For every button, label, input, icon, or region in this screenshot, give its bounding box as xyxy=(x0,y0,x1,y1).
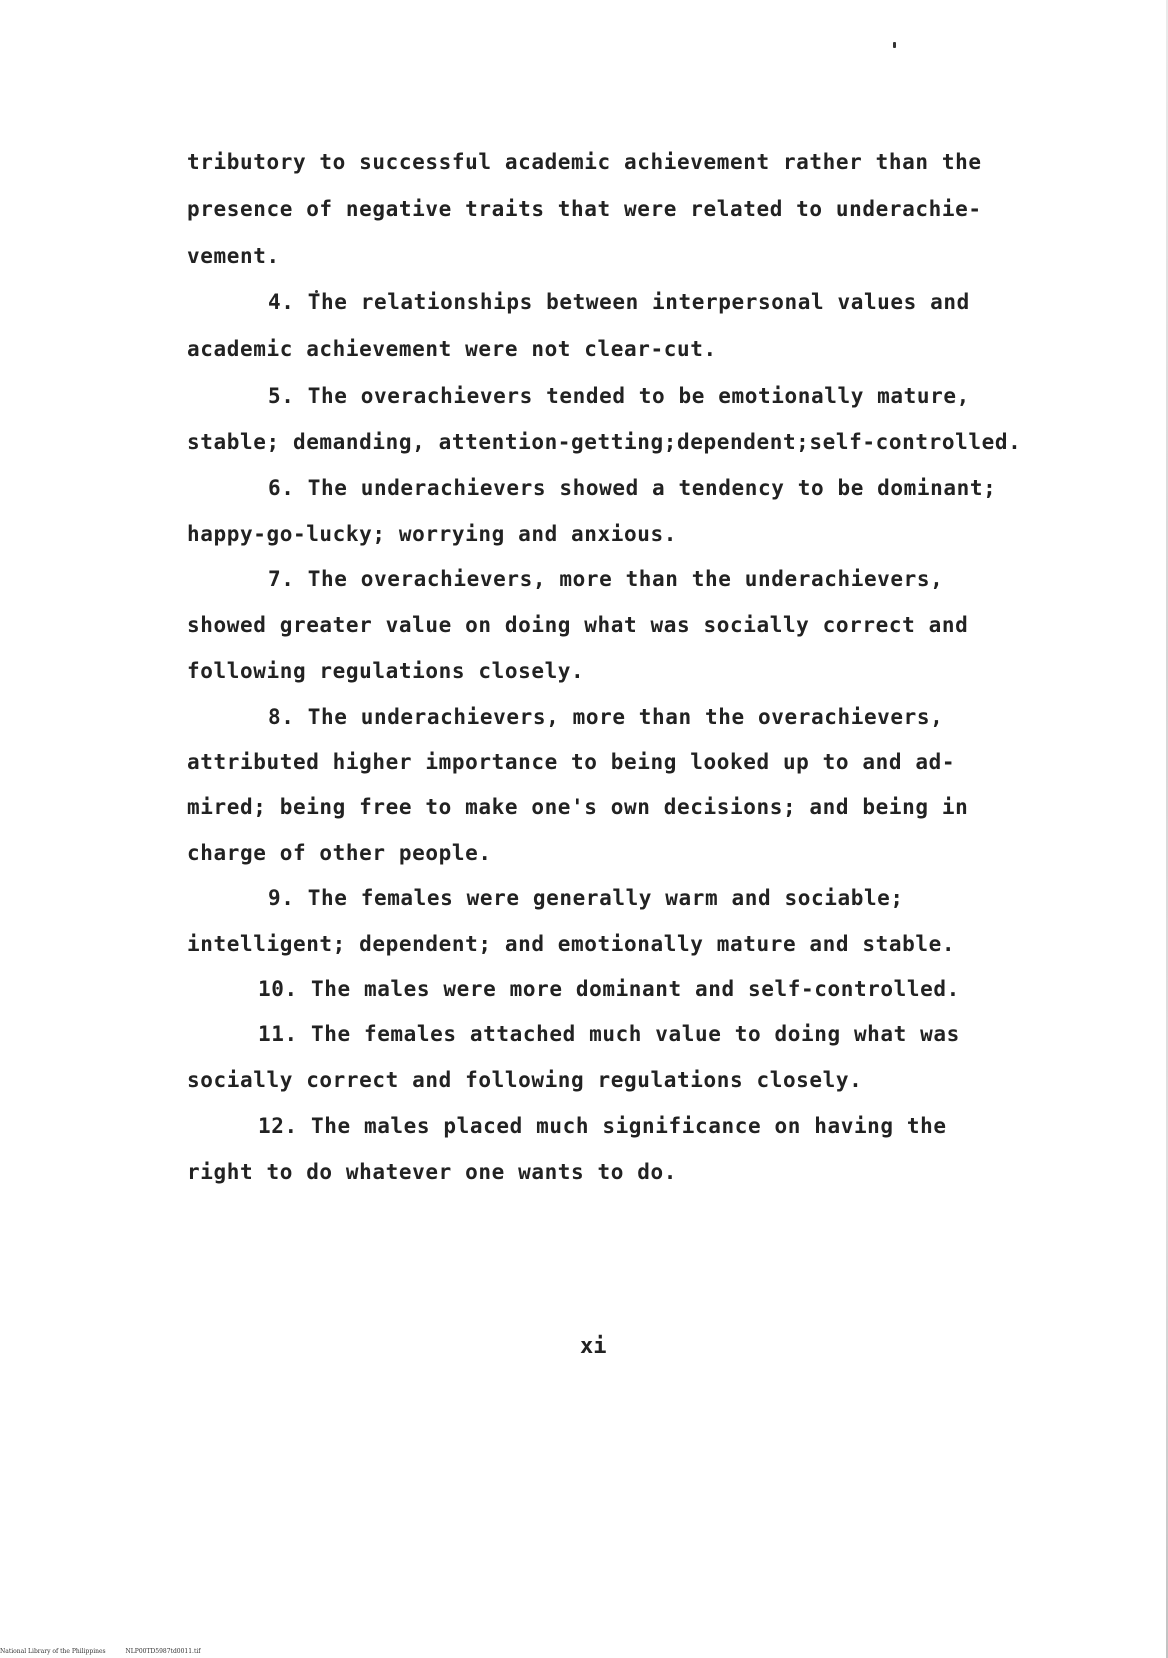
text-line: showed greater value on doing what was socially correct and xyxy=(187,613,969,637)
scan-footer xyxy=(0,1648,219,1655)
list-item-9: 9. The females were generally warm and sociable; xyxy=(268,886,904,910)
list-item-11: 11. The females attached much value to doing what was xyxy=(258,1022,960,1046)
text-line: attributed higher importance to being looked up to and ad- xyxy=(187,750,956,774)
footer-file: NLP00TD5987td0011.tif xyxy=(125,1648,201,1655)
list-item-7: 7. The overachievers, more than the underachievers, xyxy=(268,567,944,591)
list-item-10: 10. The males were more dominant and self-controlled. xyxy=(258,977,960,1001)
list-item-12: 12. The males placed much significance on having the xyxy=(258,1114,947,1138)
footer-library: National Library of the Philippines xyxy=(0,1648,106,1655)
text-line: right to do whatever one wants to do. xyxy=(187,1160,677,1184)
text-line: academic achievement were not clear-cut. xyxy=(187,337,717,361)
scan-speck xyxy=(893,42,896,48)
text-line: stable; demanding, attention-getting;dependent;self-controlled. xyxy=(187,430,1022,454)
text-line: presence of negative traits that were related to underachie- xyxy=(187,197,982,221)
text-line: socially correct and following regulations closely. xyxy=(187,1068,863,1092)
text-line: vement. xyxy=(187,244,280,268)
list-item-4: 4. The relationships between interpersonal values and xyxy=(268,290,970,314)
list-item-5: 5. The overachievers tended to be emotionally mature, xyxy=(268,384,970,408)
text-line: intelligent; dependent; and emotionally mature and stable. xyxy=(187,932,956,956)
text-line: following regulations closely. xyxy=(187,659,585,683)
page-number: xi xyxy=(580,1334,607,1359)
list-item-8: 8. The underachievers, more than the overachievers, xyxy=(268,705,944,729)
list-item-6: 6. The underachievers showed a tendency to be dominant; xyxy=(268,476,997,500)
text-line: happy-go-lucky; worrying and anxious. xyxy=(187,522,677,546)
text-line: tributory to successful academic achievement rather than the xyxy=(187,150,982,174)
text-line: mired; being free to make one's own decisions; and being in xyxy=(187,795,969,819)
text-line: charge of other people. xyxy=(187,841,492,865)
